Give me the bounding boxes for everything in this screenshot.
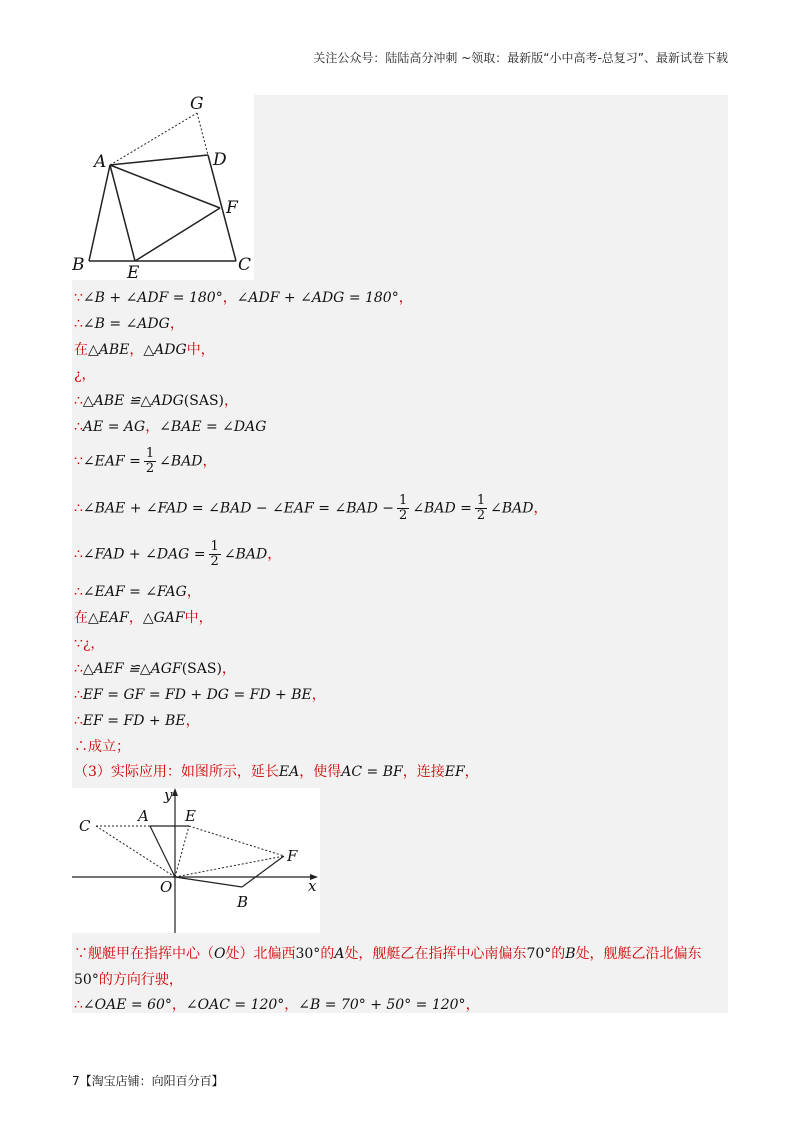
- proof-line-10: ∴∠EAF = ∠FAG，: [74, 584, 201, 600]
- label-C: C: [238, 255, 252, 275]
- proof-line-17: （3）实际应用：如图所示，延长EA，使得AC = BF，连接EF，: [74, 764, 479, 780]
- proof-line-1: ∵∠B + ∠ADF = 180°，∠ADF + ∠ADG = 180°，: [74, 290, 413, 306]
- page-header: 关注公众号：陆陆高分冲刺 ~领取：最新版“小中高考-总复习”、最新试卷下载: [313, 51, 728, 65]
- proof-line-18: ∵舰艇甲在指挥中心（O处）北偏西30°的A处，舰艇乙在指挥中心南偏东70°的B处，舰艇乙沿北偏东: [74, 946, 702, 962]
- proof-line-13: ∴△AEF ≌△AGF(SAS)，: [74, 661, 236, 677]
- label-y: y: [164, 788, 173, 804]
- label-B: B: [72, 255, 85, 275]
- proof-line-4: ¿，: [74, 367, 96, 383]
- label-E2: E: [185, 807, 196, 825]
- label-G: G: [190, 95, 204, 114]
- proof-line-7: ∵∠EAF = $\frac{1}{2}$ ∠BAD，: [74, 446, 217, 476]
- proof-line-12: ∵¿，: [74, 636, 105, 652]
- proof-line-2: ∴∠B = ∠ADG，: [74, 316, 184, 332]
- proof-line-8: ∴∠BAE + ∠FAD = ∠BAD − ∠EAF = ∠BAD − $\frac{1}{2}$ ∠BAD = $\frac{1}{2}$ ∠BAD，: [74, 493, 548, 523]
- label-O2: O: [160, 878, 173, 896]
- proof-line-9: ∴∠FAD + ∠DAG = $\frac{1}{2}$ ∠BAD，: [74, 539, 282, 569]
- label-B2: B: [237, 893, 249, 911]
- geometry-figure-1: [72, 95, 254, 280]
- proof-line-20: ∴∠OAE = 60°，∠OAC = 120°，∠B = 70° + 50° = 120°，: [74, 997, 480, 1013]
- proof-line-15: ∴EF = FD + BE，: [74, 713, 200, 729]
- label-C2: C: [79, 817, 91, 835]
- proof-line-6: ∴AE = AG，∠BAE = ∠DAG: [74, 419, 267, 435]
- proof-line-11: 在△EAF，△GAF中，: [74, 610, 213, 626]
- proof-line-16: ∴成立；: [74, 739, 130, 755]
- proof-line-3: 在△ABE，△ADG中，: [74, 342, 215, 358]
- label-x: x: [308, 877, 317, 895]
- label-D: D: [213, 150, 227, 170]
- label-F: F: [226, 198, 238, 218]
- proof-line-5: ∴△ABE ≌△ADG(SAS)，: [74, 393, 238, 409]
- label-A: A: [94, 152, 107, 172]
- proof-line-19: 50°的方向行驶，: [74, 972, 183, 988]
- label-A2: A: [138, 807, 149, 825]
- page-footer: 7【淘宝店铺：向阳百分百】: [72, 1074, 224, 1088]
- label-F2: F: [287, 847, 298, 865]
- proof-line-14: ∴EF = GF = FD + DG = FD + BE，: [74, 687, 326, 703]
- label-E: E: [127, 263, 140, 280]
- coordinate-figure-2: [72, 788, 320, 933]
